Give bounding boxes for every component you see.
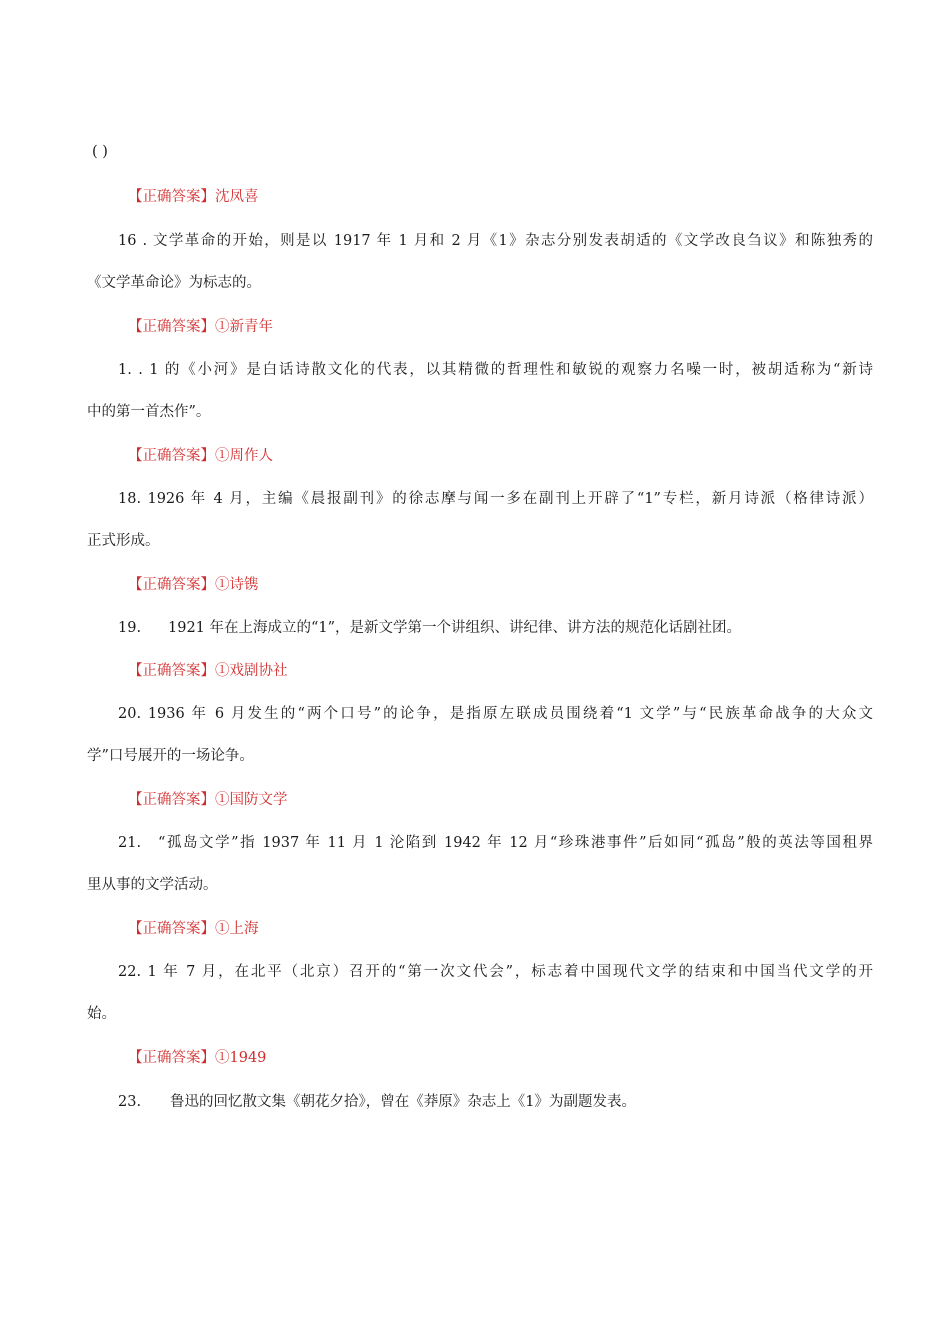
- question-21-line-1: [118, 833, 873, 853]
- answer-prefix: 【正确答案】: [128, 1050, 215, 1066]
- answer-value: ①上海: [215, 921, 259, 937]
- question-18-line-1: [118, 489, 873, 509]
- answer-prefix: 【正确答案】: [128, 319, 215, 335]
- question-number: 19.: [118, 620, 142, 636]
- question-number: 18.: [118, 491, 142, 507]
- question-text: . 1 的《小河》是白话诗散文化的代表，以其精微的哲理性和敏锐的观察力名噪一时，被胡适称为“新诗: [131, 362, 873, 378]
- answer-line: [128, 187, 259, 207]
- question-22-line-2: 始。: [87, 1006, 116, 1022]
- question-18-line-2: 正式形成。: [87, 533, 160, 549]
- question-17-line-1: [118, 360, 873, 380]
- answer-prefix: 【正确答案】: [128, 663, 215, 679]
- question-number: 23.: [118, 1094, 142, 1110]
- question-21-line-2: 里从事的文学活动。: [87, 877, 218, 893]
- question-text: 1936 年 6 月发生的“两个口号”的论争，是指原左联成员围绕着“1 文学”与“民族革命战争的大众文: [141, 706, 873, 722]
- blank-parentheses: ( ): [92, 144, 108, 160]
- answer-prefix: 【正确答案】: [128, 792, 215, 808]
- question-text: 1921 年在上海成立的“1”，是新文学第一个讲组织、讲纪律、讲方法的规范化话剧社团。: [168, 620, 742, 636]
- question-text: “孤岛文学”指 1937 年 11 月 1 沦陷到 1942 年 12 月“珍珠港事件”后如同“孤岛”般的英法等国租界: [158, 835, 873, 851]
- answer-line: [128, 661, 288, 681]
- question-23-line-1: [118, 1092, 636, 1112]
- question-number: 21.: [118, 835, 142, 851]
- question-number: 20.: [118, 706, 142, 722]
- question-20-line-1: [118, 704, 873, 724]
- question-text: 1926 年 4 月，主编《晨报副刊》的徐志摩与闻一多在副刊上开辟了“1”专栏，新月诗派（格律诗派）: [141, 491, 873, 507]
- answer-value: ①国防文学: [215, 792, 288, 808]
- answer-line: [128, 919, 259, 939]
- question-19-line-1: [118, 618, 741, 638]
- answer-prefix: 【正确答案】: [128, 189, 215, 205]
- question-17-line-2: 中的第一首杰作”。: [87, 404, 211, 420]
- answer-line: [128, 575, 259, 595]
- answer-value: ①1949: [215, 1050, 267, 1066]
- question-16-line-2: 《文学革命论》为标志的。: [87, 275, 261, 291]
- answer-value: ①新青年: [215, 319, 273, 335]
- question-text: . 文学革命的开始，则是以 1917 年 1 月和 2 月《1》杂志分别发表胡适的《文学改良刍议》和陈独秀的: [136, 233, 873, 249]
- question-number: 16: [118, 233, 137, 249]
- answer-prefix: 【正确答案】: [128, 448, 215, 464]
- question-20-line-2: 学”口号展开的一场论争。: [87, 748, 254, 764]
- question-number: 1.: [118, 362, 132, 378]
- question-text: 1 年 7 月，在北平（北京）召开的“第一次文代会”，标志着中国现代文学的结束和中国当代文学的开: [141, 964, 873, 980]
- question-number: 22.: [118, 964, 142, 980]
- answer-prefix: 【正确答案】: [128, 577, 215, 593]
- answer-line: [128, 1048, 266, 1068]
- question-text: 鲁迅的回忆散文集《朝花夕拾》，曾在《莽原》杂志上《1》为副题发表。: [170, 1094, 636, 1110]
- answer-value: ①戏剧协社: [215, 663, 288, 679]
- answer-line: [128, 790, 288, 810]
- question-22-line-1: [118, 962, 873, 982]
- answer-prefix: 【正确答案】: [128, 921, 215, 937]
- answer-value: ①周作人: [215, 448, 273, 464]
- question-16-line-1: [118, 231, 873, 251]
- answer-line: [128, 317, 273, 337]
- answer-line: [128, 446, 273, 466]
- answer-value: ①诗镌: [215, 577, 259, 593]
- answer-value: 沈凤喜: [215, 189, 259, 205]
